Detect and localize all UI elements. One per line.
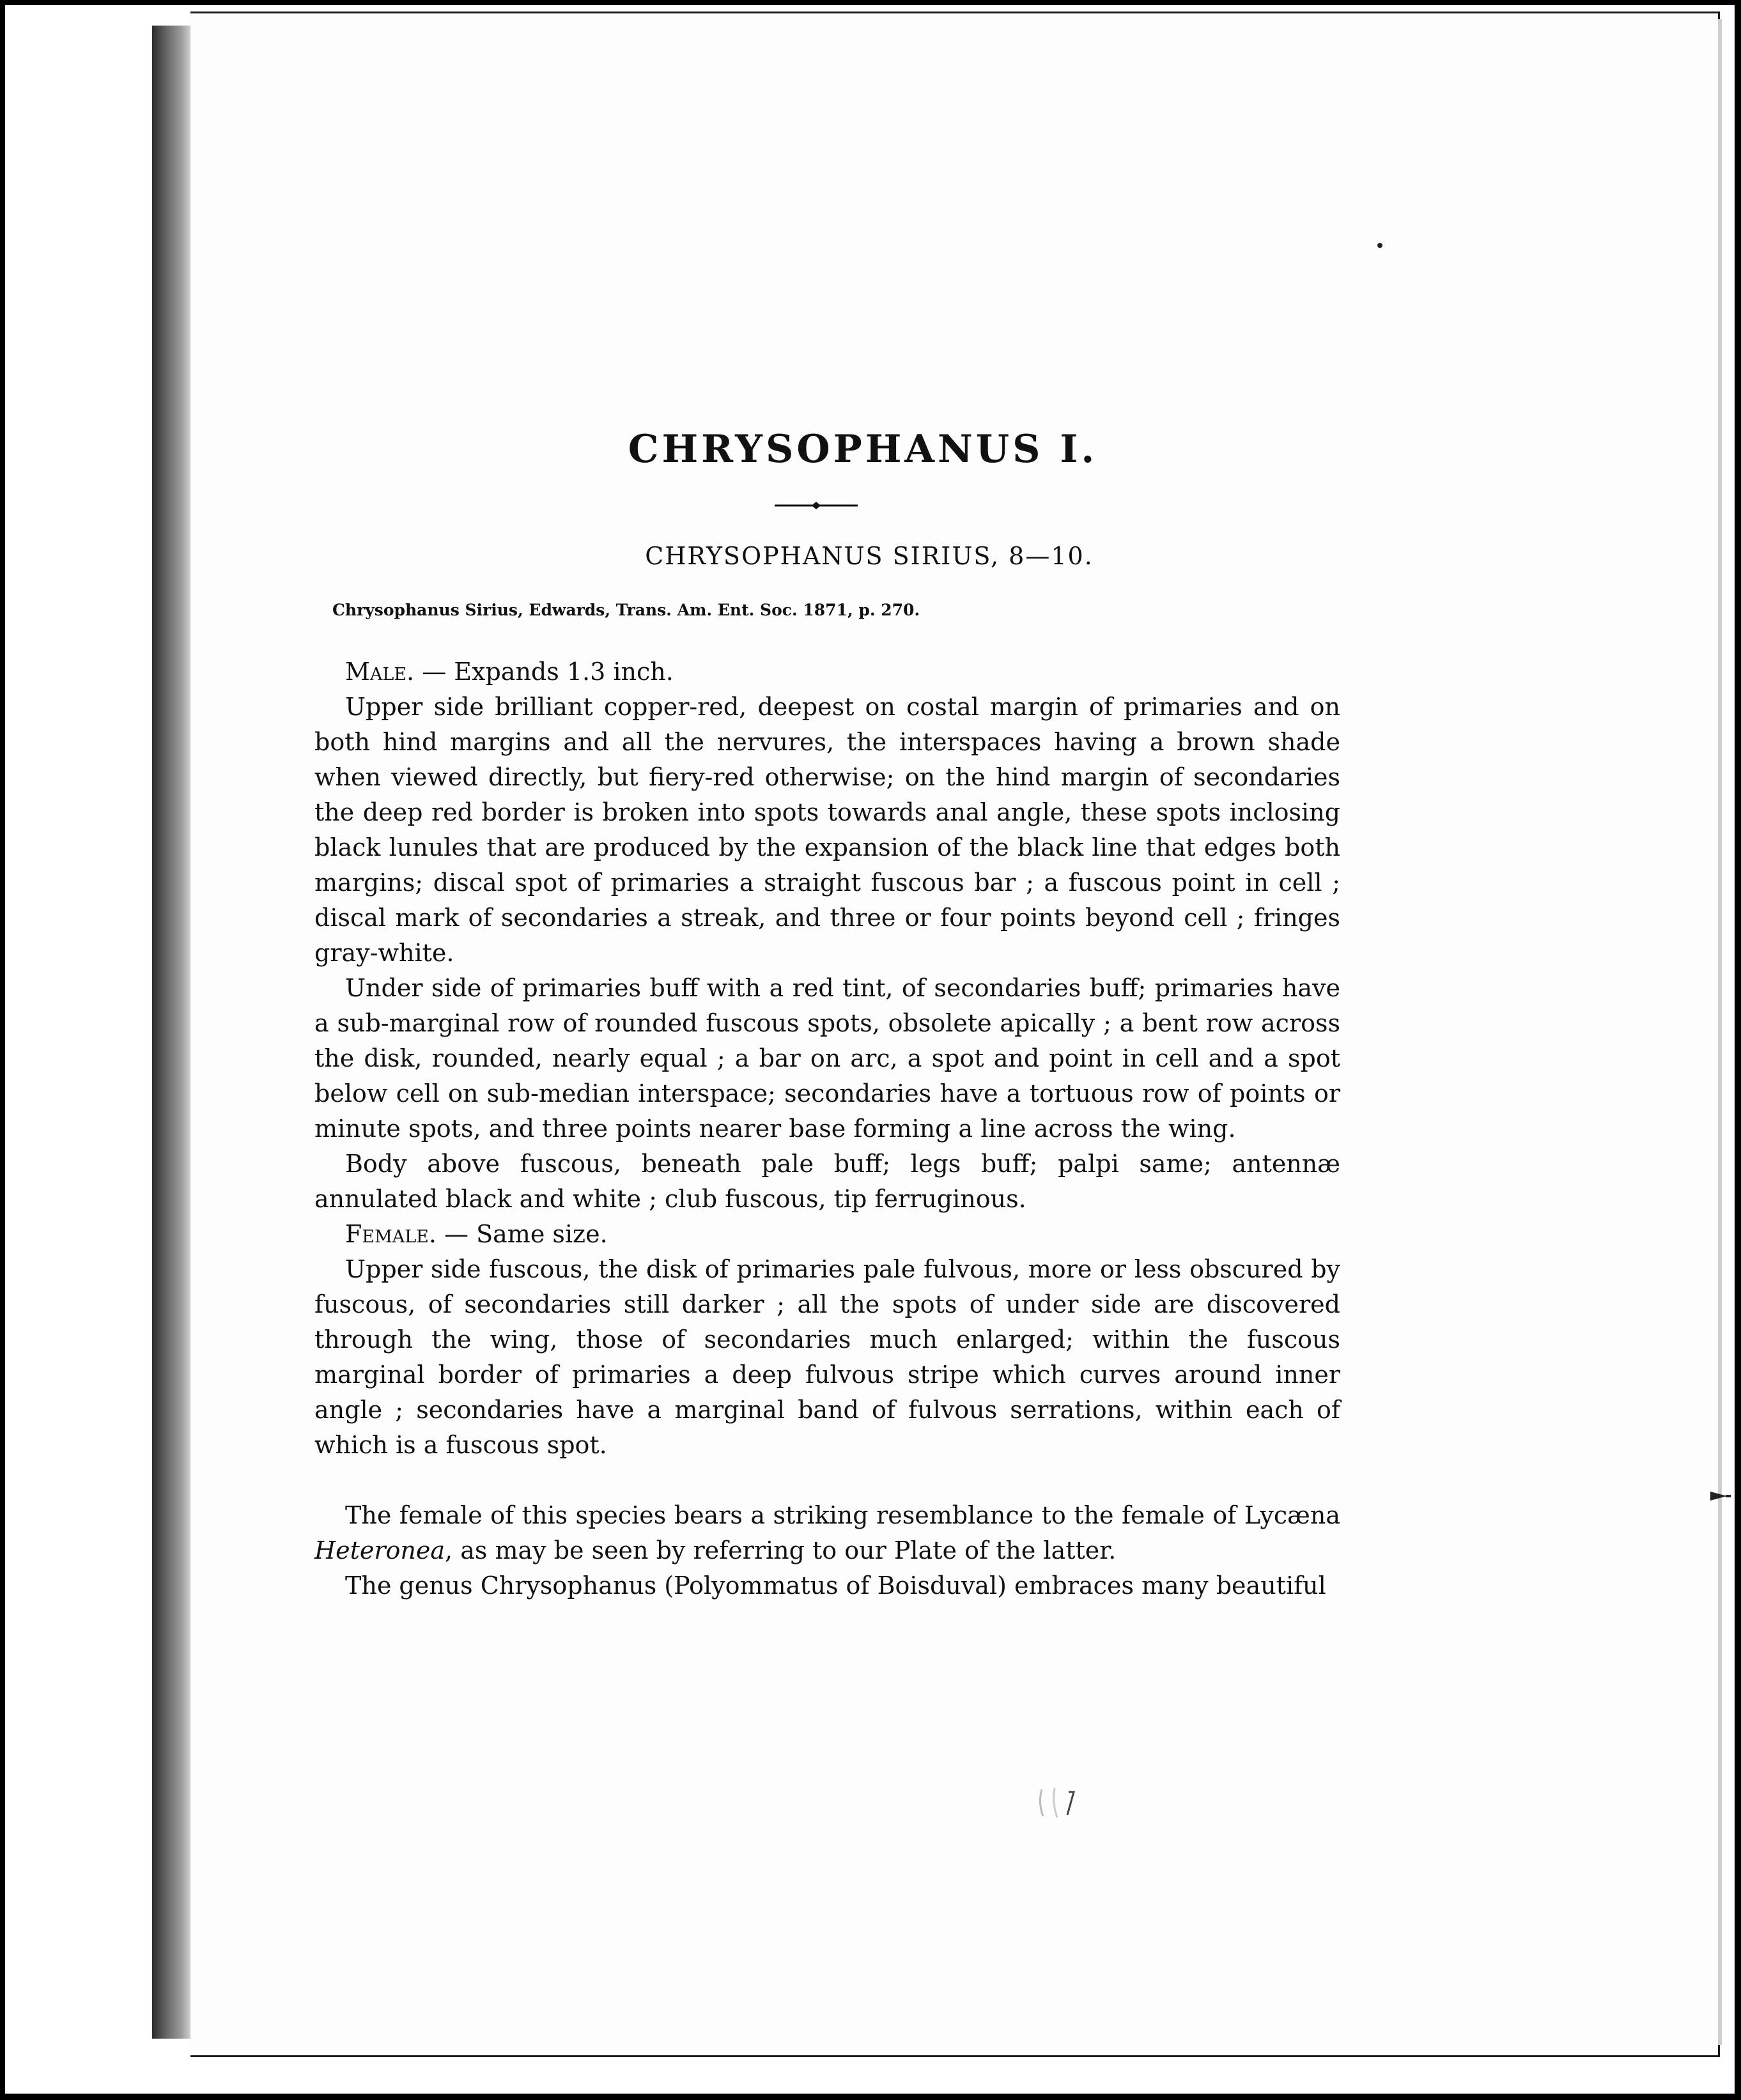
stray-ink-dot <box>1377 243 1382 248</box>
page-edge <box>1718 19 1722 2045</box>
species-heading: CHRYSOPHANUS SIRIUS, 8—10. <box>645 542 1094 570</box>
frame-border-left <box>0 0 5 2100</box>
book-spine-shadow <box>152 26 190 2039</box>
female-upper-side: Upper side fuscous, the disk of primaries pale fulvous, more or less obscured by fuscous, of secondaries still darker ; all the spots of under side are discovered through the wing, those of secondaries much enlarged; within the fuscous marginal border of primaries a deep fulvous stripe which curves around inner angle ; secondaries have a marginal band of fulvous serrations, within each of which is a fuscous spot. <box>314 1255 1340 1459</box>
frame-border-top <box>0 0 1741 5</box>
frame-border-bottom <box>0 2094 1741 2100</box>
female-heading <box>314 1217 1340 1252</box>
female-label: Female. <box>345 1220 437 1248</box>
male-under-side: Under side of primaries buff with a red tint, of secondaries buff; primaries have a sub-marginal row of rounded fuscous spots, obsolete apically ; a bent row across the disk, rounded, nearly equal ; a bar on arc, a spot and point in cell and a spot below cell on sub-median interspace; secondaries have a tortuous row of points or minute spots, and three points nearer base forming a line across the wing. <box>314 974 1340 1143</box>
title-ornament-rule <box>775 501 858 510</box>
edge-pointer-mark <box>1710 1490 1731 1502</box>
pencil-annotation-mark <box>1035 1783 1087 1821</box>
citation: Chrysophanus Sirius, Edwards, Trans. Am. Ent. Soc. 1871, p. 270. <box>332 601 920 619</box>
remark-paragraph-2: The genus Chrysophanus (Polyommatus of Boisduval) embraces many beautiful <box>345 1571 1326 1600</box>
description-body <box>314 654 1340 1603</box>
male-heading <box>314 654 1340 690</box>
remark-paragraph-1 <box>314 1498 1340 1568</box>
page-title: CHRYSOPHANUS I. <box>628 427 1098 472</box>
male-body: Body above fuscous, beneath pale buff; legs buff; palpi same; antennæ annulated black and white ; club fuscous, tip ferruginous. <box>314 1150 1340 1213</box>
female-intro: — Same size. <box>436 1220 608 1248</box>
paragraph-gap <box>314 1463 1340 1498</box>
male-label: Male. <box>345 658 415 686</box>
male-intro: — Expands 1.3 inch. <box>414 658 674 686</box>
male-upper-side: Upper side brilliant copper-red, deepest on costal margin of primaries and on both hind margins and all the nervures, the interspaces having a brown shade when viewed directly, but fiery-red otherwise; on the hind margin of secondaries the deep red border is broken into spots towards anal angle, these spots inclosing black lunules that are produced by the expansion of the black line that edges both margins; discal spot of primaries a straight fuscous bar ; a fuscous point in cell ; discal mark of secondaries a streak, and three or four points beyond cell ; fringes gray-white. <box>314 693 1340 967</box>
remark-text-end: , as may be seen by referring to our Plate of the latter. <box>445 1536 1117 1564</box>
remark-text: The female of this species bears a striking resemblance to the female of Lycæna <box>345 1501 1340 1529</box>
remark-italic-species: Heteronea <box>314 1536 445 1564</box>
frame-border-right <box>1735 0 1741 2100</box>
